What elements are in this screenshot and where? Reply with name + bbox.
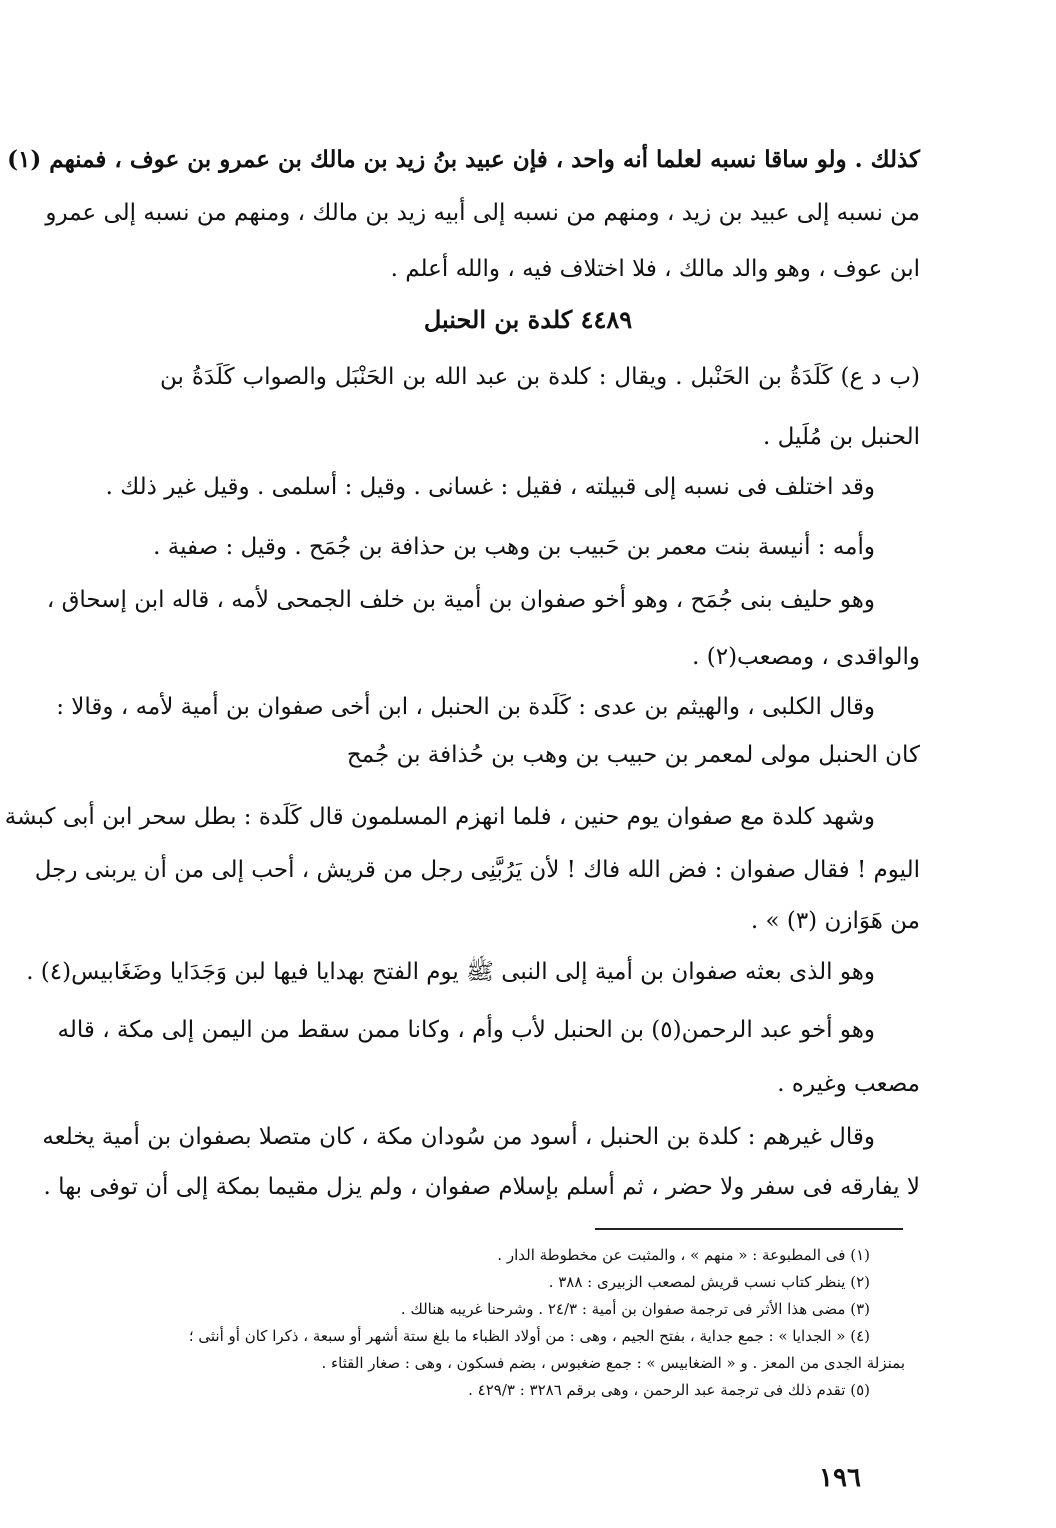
footnote-1: (١) فى المطبوعة : « منهم » ، والمثبت عن مخطوطة الدار .	[497, 1246, 870, 1264]
body-line-13: اليوم ! فقال صفوان : فض الله فاك ! لأن يَرُبَّنِى رجل من قريش ، أحب إلى من أن يربنى رجل	[34, 857, 920, 883]
footnote-4-line-1: (٤) « الجدايا » : جمع جداية ، بفتح الجيم ، وهى : من أولاد الظباء ما بلغ ستة أشهر أو سبعة ، ذكرا كان أو أنثى ؛	[188, 1327, 870, 1345]
body-line-14: من هَوَازن (٣) » .	[750, 908, 920, 934]
body-line-1: كذلك . ولو ساقا نسبه لعلما أنه واحد ، فإن عبيد بنُ زيد بن مالك بن عمرو بن عوف ، فمنهم (١)	[7, 146, 920, 173]
body-line-16: وهو أخو عبد الرحمن(٥) بن الحنبل لأب وأم ، وكانا ممن سقط من اليمن إلى مكة ، قاله	[57, 1017, 875, 1043]
body-line-10: وقال الكلبى ، والهيثم بن عدى : كَلَدة بن الحنبل ، ابن أخى صفوان بن أمية لأمه ، وقالا :	[56, 694, 875, 720]
body-line-12: وشهد كلدة مع صفوان يوم حنين ، فلما انهزم المسلمون قال كَلَدة : بطل سحر ابن أبى كبشة	[4, 804, 875, 830]
footnote-4-line-2: بمنزلة الجدى من المعز . و « الضغابيس » : جمع ضغبوس ، بضم فسكون ، وهى : صغار القثاء .	[321, 1354, 905, 1372]
body-line-2: من نسبه إلى عبيد بن زيد ، ومنهم من نسبه إلى أبيه زيد بن مالك ، ومنهم من نسبه إلى عمرو	[45, 200, 920, 226]
page-number: ١٩٦	[819, 1463, 861, 1493]
body-line-9: والواقدى ، ومصعب(٢) .	[692, 644, 920, 670]
body-line-18: وقال غيرهم : كلدة بن الحنبل ، أسود من سُودان مكة ، كان متصلا بصفوان بن أمية يخلعه	[42, 1124, 875, 1150]
body-line-7: وأمه : أنيسة بنت معمر بن حَبيب بن وهب بن حذافة بن جُمَح . وقيل : صفية .	[153, 534, 875, 560]
body-line-8: وهو حليف بنى جُمَح ، وهو أخو صفوان بن أمية بن خلف الجمحى لأمه ، قاله ابن إسحاق ،	[46, 587, 875, 613]
entry-heading: ٤٤٨٩ كلدة بن الحنبل	[423, 305, 633, 334]
body-line-4: (ب د ع) كَلَدَةُ بن الحَنْبل . ويقال : كلدة بن عبد الله بن الحَنْبَل والصواب كَلَدَةُ بن	[160, 364, 920, 390]
footnote-2: (٢) ينظر كتاب نسب قريش لمصعب الزبيرى : ٣٨٨ .	[548, 1273, 870, 1291]
body-line-19: لا يفارقه فى سفر ولا حضر ، ثم أسلم بإسلام صفوان ، ولم يزل مقيما بمكة إلى أن توفى بها .	[43, 1174, 920, 1200]
body-line-3: ابن عوف ، وهو والد مالك ، فلا اختلاف فيه ، والله أعلم .	[390, 256, 920, 282]
body-line-5: الحنبل بن مُلَيل .	[763, 424, 920, 450]
body-line-6: وقد اختلف فى نسبه إلى قبيلته ، فقيل : غسانى . وقيل : أسلمى . وقيل غير ذلك .	[105, 474, 875, 500]
body-line-17: مصعب وغيره .	[777, 1071, 920, 1097]
footnote-3: (٣) مضى هذا الأثر فى ترجمة صفوان بن أمية : ٢٤/٣ . وشرحنا غريبه هنالك .	[400, 1300, 870, 1318]
footnote-divider	[595, 1228, 903, 1230]
body-line-15: وهو الذى بعثه صفوان بن أمية إلى النبى ﷺ يوم الفتح بهدايا فيها لبن وَجَدَايا وضَغَابيس(٤) .	[26, 959, 875, 985]
footnote-5: (٥) تقدم ذلك فى ترجمة عبد الرحمن ، وهى برقم ٣٢٨٦ : ٤٢٩/٣ .	[468, 1381, 870, 1399]
body-line-11: كان الحنبل مولى لمعمر بن حبيب بن وهب بن حُذافة بن جُمح	[346, 742, 920, 768]
